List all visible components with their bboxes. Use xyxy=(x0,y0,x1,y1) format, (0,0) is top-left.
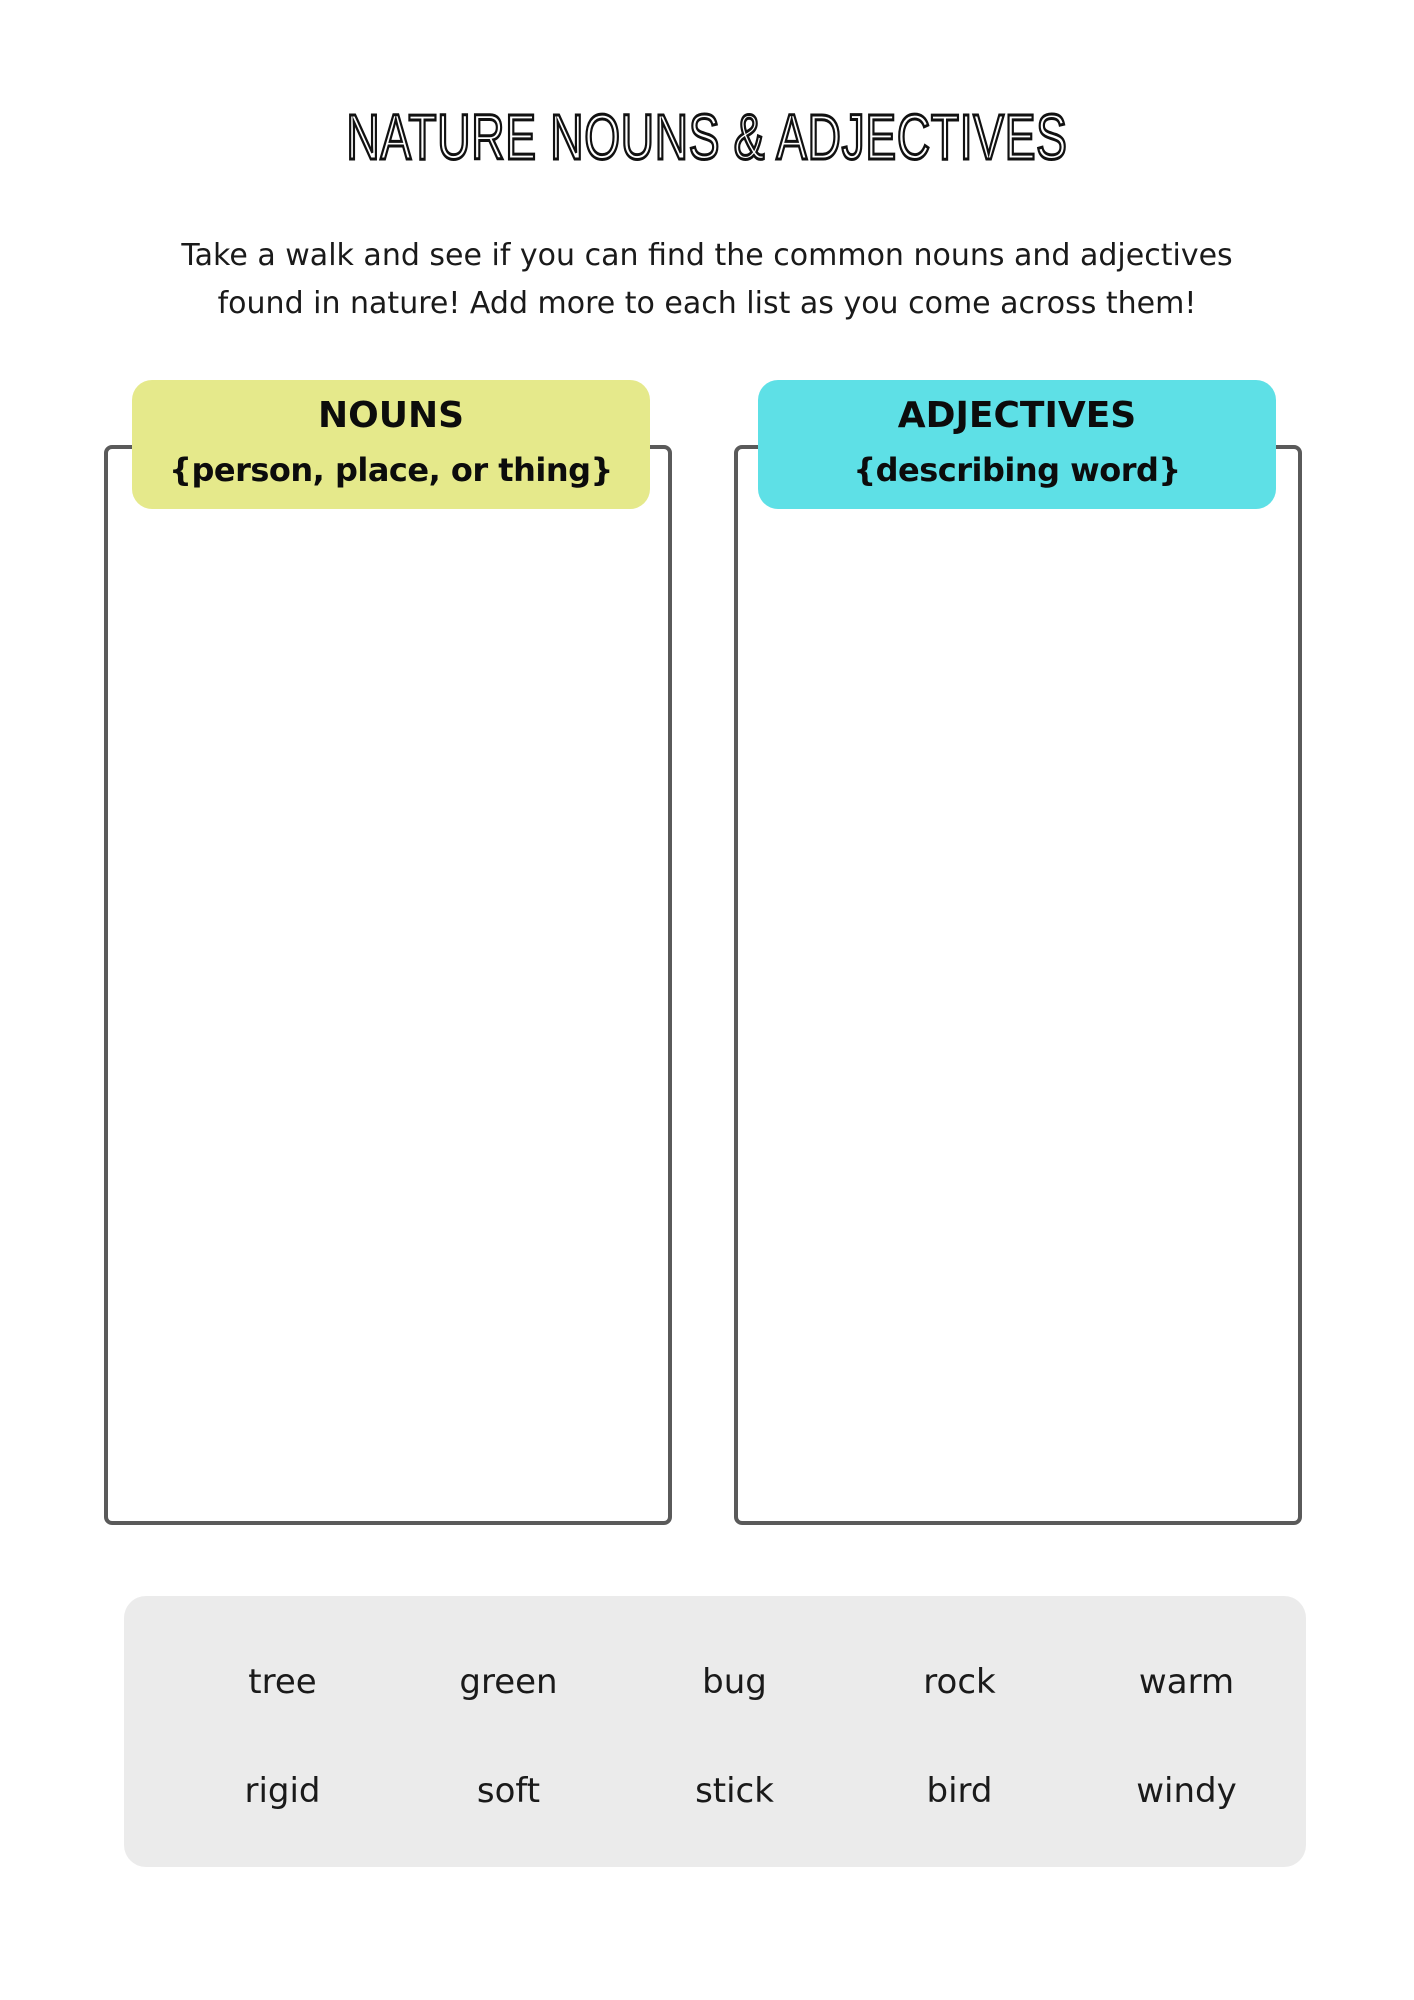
instructions-line-2: found in nature! Add more to each list as you come across them! xyxy=(217,286,1197,321)
word-bank-item: green xyxy=(459,1662,558,1702)
nouns-title: NOUNS xyxy=(317,395,465,436)
word-bank-item: rock xyxy=(923,1662,996,1702)
word-bank-item: soft xyxy=(476,1771,541,1811)
word-bank-item: tree xyxy=(248,1662,317,1702)
adjectives-subtitle: {describing word} xyxy=(853,451,1181,489)
adjectives-title: ADJECTIVES xyxy=(897,395,1137,436)
nouns-writing-box[interactable] xyxy=(104,445,672,1525)
adjectives-header xyxy=(758,380,1276,509)
word-bank-item: bug xyxy=(702,1662,767,1702)
word-bank-item: rigid xyxy=(244,1771,321,1811)
word-bank-item: windy xyxy=(1136,1771,1237,1811)
nouns-subtitle: {person, place, or thing} xyxy=(169,451,613,489)
word-bank xyxy=(124,1596,1306,1867)
page-title: NATURE NOUNS & ADJECTIVES xyxy=(346,101,1068,173)
word-bank-item: stick xyxy=(695,1771,774,1811)
adjectives-writing-box[interactable] xyxy=(734,445,1302,1525)
word-bank-item: warm xyxy=(1138,1662,1235,1702)
instructions xyxy=(100,232,1314,328)
nouns-header xyxy=(132,380,650,509)
word-bank-item: bird xyxy=(926,1771,993,1811)
instructions-line-1: Take a walk and see if you can find the common nouns and adjectives xyxy=(181,238,1233,273)
